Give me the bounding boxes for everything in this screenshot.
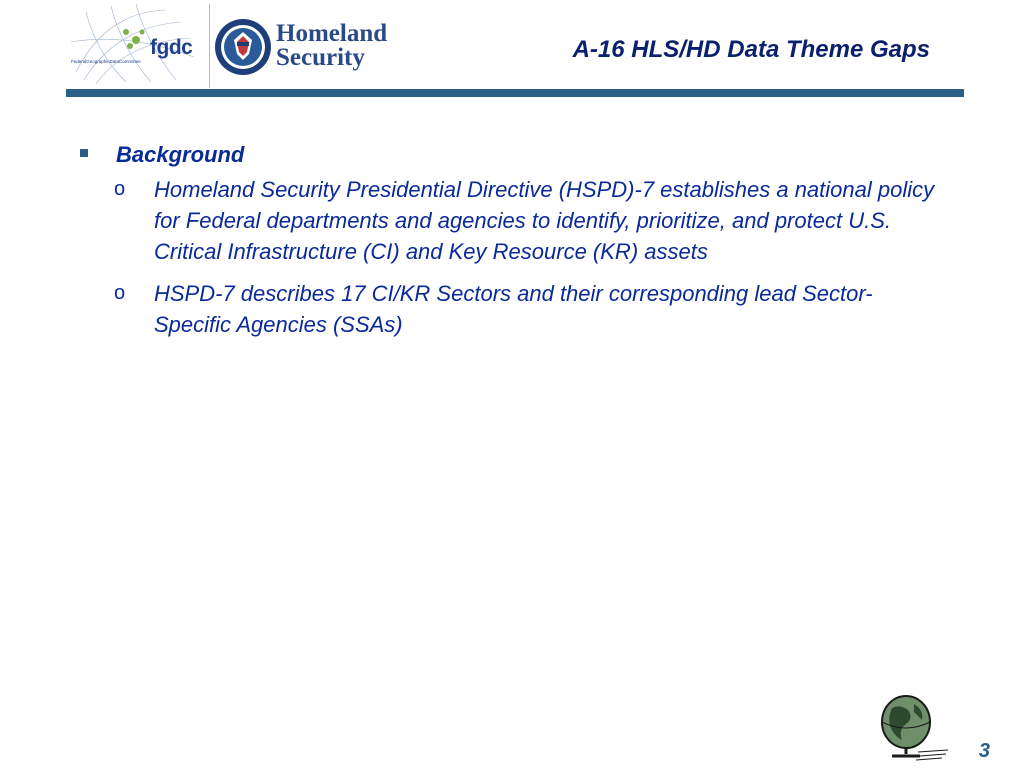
list-item-text: HSPD-7 describes 17 CI/KR Sectors and their corresponding lead Sector-Specific Agencies (SSAs)	[154, 281, 873, 337]
list-item-text: Homeland Security Presidential Directive (HSPD)-7 establishes a national policy for Federal departments and agencies to identify, prioritize, and protect U.S. Critical Infrastructure (CI) and Key Resource (KR) assets	[154, 177, 935, 264]
bullet-heading: Background	[116, 142, 245, 167]
list-item	[80, 174, 940, 267]
dhs-logo-line2: Security	[276, 44, 365, 71]
dhs-logo-line1: Homeland	[276, 20, 388, 47]
slide-header	[0, 0, 1024, 100]
logo-divider	[209, 4, 210, 88]
header-rule	[66, 89, 964, 97]
square-bullet-icon	[80, 149, 88, 157]
sub-bullet-list	[80, 174, 940, 340]
list-item	[80, 278, 940, 340]
fgdc-logo-subtext: FederalGeographicDataCommittee	[71, 59, 141, 64]
dhs-logo-wordmark	[276, 22, 387, 70]
dhs-seal-icon	[214, 18, 272, 76]
slide-content	[80, 140, 940, 351]
circle-bullet-icon: o	[114, 178, 126, 200]
page-number: 3	[978, 740, 990, 762]
circle-bullet-icon: o	[114, 282, 126, 304]
globe-icon	[870, 690, 950, 762]
slide-title: A-16 HLS/HD Data Theme Gaps	[572, 36, 930, 63]
fgdc-logo-text: fgdc	[150, 36, 193, 59]
bullet-level1	[80, 140, 940, 170]
